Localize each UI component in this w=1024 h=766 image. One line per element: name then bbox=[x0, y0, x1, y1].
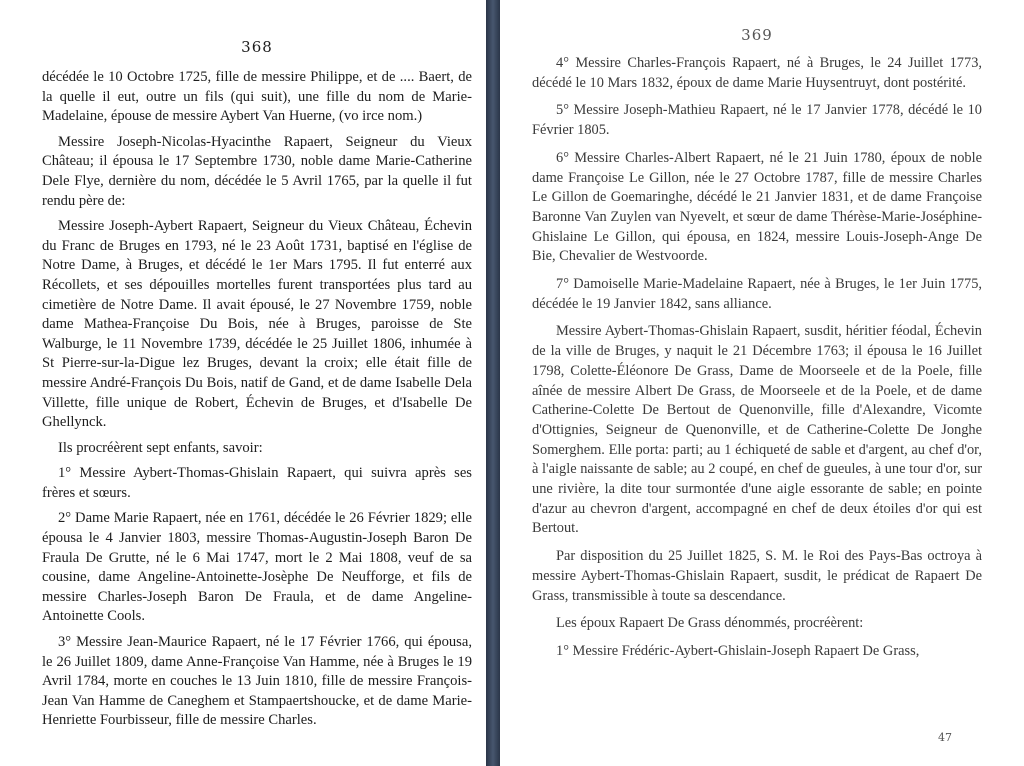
left-paragraph-3: Messire Joseph-Aybert Rapaert, Seigneur du Vieux Château, Échevin du Franc de Bruges en 1793, né le 23 Août 1731, baptisé en l'église de Notre Dame, à Bruges, et décédé le 1er Mars 1795. Il fut enterré aux Récollets, et ses dépouilles mortelles furent transportées plus tard au cimetière de Notre Dame. Il avait épousé, le 27 Novembre 1759, noble dame Mathea-Françoise Du Bois, née à Bruges, paroisse de Ste Walburge, le 11 Novembre 1739, décédée le 25 Juillet 1806, inhumée à St Pierre-sur-la-Digue lez Bruges, devant la croix; elle était fille de messire André-François Du Bois, natif de Gand, et de dame Isabelle Dela Villette, fille unique de Robert, Échevin de Bruges, et d'Isabelle De Ghellynck. bbox=[42, 218, 472, 431]
book-gutter bbox=[486, 0, 500, 766]
left-page-number: 368 bbox=[241, 38, 273, 56]
sheet-signature: 47 bbox=[938, 731, 952, 744]
right-paragraph-7: Les époux Rapaert De Grass dénommés, procréèrent: bbox=[556, 615, 864, 632]
right-paragraph-6: Par disposition du 25 Juillet 1825, S. M. le Roi des Pays-Bas octroya à messire Aybert-Thomas-Ghislain Rapaert, susdit, le prédicat de Rapaert De Grass, transmissible à toute sa descendance. bbox=[532, 548, 982, 604]
left-page bbox=[0, 0, 488, 766]
left-paragraph-6: 2° Dame Marie Rapaert, née en 1761, décédée le 26 Février 1829; elle épousa le 4 Janvier 1803, messire Thomas-Augustin-Joseph Baron De Fraula De Grutte, né le 6 Mai 1747, mort le 2 Mai 1808, veuf de sa cousine, dame Angeline-Antoinette-Josèphe De Neufforge, et fils de messire Charles-Joseph Baron De Fraula, et de dame Angeline-Antoinette Cools. bbox=[42, 510, 472, 625]
right-paragraph-8: 1° Messire Frédéric-Aybert-Ghislain-Joseph Rapaert De Grass, bbox=[556, 642, 920, 659]
left-paragraph-5: 1° Messire Aybert-Thomas-Ghislain Rapaert, qui suivra après ses frères et sœurs. bbox=[42, 465, 472, 501]
right-paragraph-3: 6° Messire Charles-Albert Rapaert, né le 21 Juin 1780, époux de noble dame Françoise Le Gillon, née le 27 Octobre 1787, fille de messire Charles Le Gillon de Goemaringhe, décédé le 21 Janvier 1831, et de dame Françoise Baronne Van Zuylen van Nyevelt, et sœur de dame Thérèse-Marie-Joséphine-Ghislaine Le Gillon, qui épousa, en 1824, messire Louis-Joseph-Ange De Bie, Chevalier de Westvoorde. bbox=[532, 149, 982, 265]
left-paragraph-2: Messire Joseph-Nicolas-Hyacinthe Rapaert, Seigneur du Vieux Château; il épousa le 17 Septembre 1730, noble dame Marie-Catherine Dele Flye, dernière du nom, décédée le 5 Avril 1765, par la quelle il fut rendu père de: bbox=[42, 133, 472, 209]
left-paragraph-1: décédée le 10 Octobre 1725, fille de messire Philippe, et de .... Baert, de la quelle il eut, outre un fils (qui suit), une fille du nom de Marie-Madelaine, épouse de messire Aybert Van Huerne, (vo irce nom.) bbox=[42, 69, 472, 125]
left-paragraph-7: 3° Messire Jean-Maurice Rapaert, né le 17 Février 1766, qui épousa, le 26 Juillet 1809, dame Anne-Françoise Van Hamme, née à Bruges le 19 Avril 1784, morte en couches le 13 Juin 1810, fille de messire François-Jean Van Hamme de Caneghem et Stampaertshoucke, et de dame Marie-Henriette Fourbisseur, fille de messire Charles. bbox=[42, 634, 472, 729]
right-paragraph-5: Messire Aybert-Thomas-Ghislain Rapaert, susdit, héritier féodal, Échevin de la ville de Bruges, y naquit le 21 Décembre 1763; il épousa le 16 Juillet 1798, Colette-Éléonore De Grass, Dame de Moorseele et de la Poele, fille aînée de messire Albert De Grass, de Moorseele et de la Poele, et de dame Catherine-Colette De Bertout de Quenonville, fille d'Alexandre, Vicomte d'Ottignies, Seigneur de Quenonville, et de Catherine-Colette De Jonghe Somerghem. Elle porta: parti; au 1 échiqueté de sable et d'argent, au chef d'or, à l'aigle naissante de sable; au 2 coupé, en chef de gueules, à une tour d'or, sur une rivière, la dite tour surmontée d'une aigle essorante de sable; en pointe d'azur au chevron d'argent, accompagné en chef de deux étoiles d'or qui est Bertout. bbox=[532, 323, 982, 537]
right-paragraph-4: 7° Damoiselle Marie-Madelaine Rapaert, née à Bruges, le 1er Juin 1775, décédée le 19 Janvier 1842, sans alliance. bbox=[532, 276, 982, 312]
right-paragraph-1: 4° Messire Charles-François Rapaert, né à Bruges, le 24 Juillet 1773, décédé le 10 Mars 1832, époux de dame Marie Huysentruyt, dont postérité. bbox=[532, 55, 982, 91]
right-page bbox=[500, 0, 1024, 766]
right-paragraph-2: 5° Messire Joseph-Mathieu Rapaert, né le 17 Janvier 1778, décédé le 10 Février 1805. bbox=[532, 102, 982, 139]
left-paragraph-4: Ils procréèrent sept enfants, savoir: bbox=[58, 439, 263, 456]
right-page-number: 369 bbox=[741, 26, 773, 44]
